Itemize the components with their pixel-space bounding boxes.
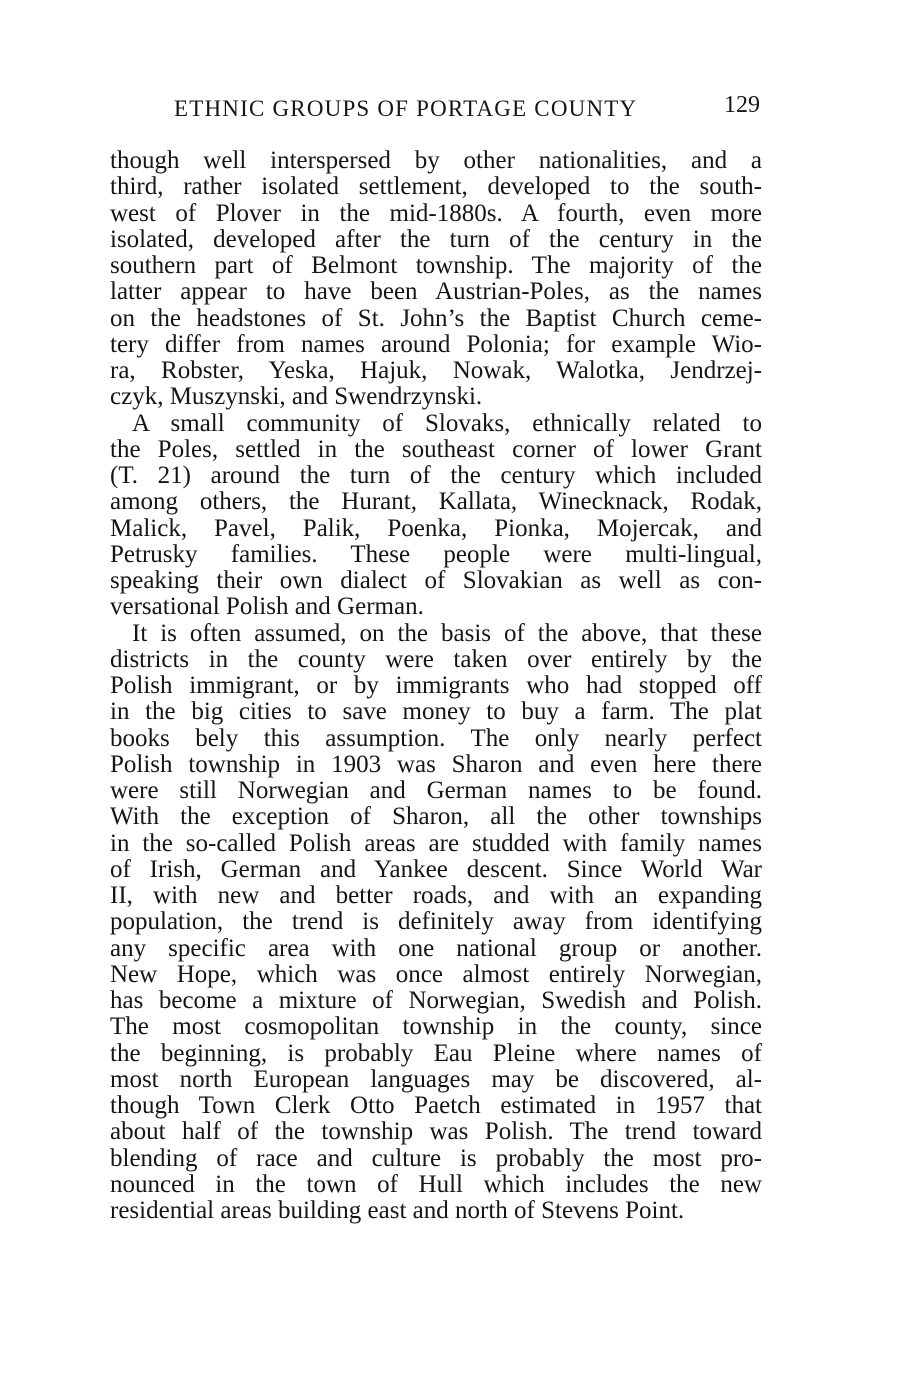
text-line: districts in the county were taken over entirely by the xyxy=(110,645,762,673)
text-line: about half of the township was Polish. The trend toward xyxy=(110,1118,762,1146)
text-line: II, with new and better roads, and with an expanding xyxy=(110,882,762,909)
text-line: Polish township in 1903 was Sharon and even here there xyxy=(110,750,762,778)
text-line: population, the trend is definitely away from identifying xyxy=(110,908,762,936)
text-line: A small community of Slovaks, ethnically related to xyxy=(132,409,762,437)
text-line: in the big cities to save money to buy a farm. The plat xyxy=(110,698,762,726)
page-number: 129 xyxy=(724,92,760,118)
text-line: tery differ from names around Polonia; for example Wio- xyxy=(110,330,762,358)
text-line: Petrusky families. These people were multi-lingual, xyxy=(110,540,762,568)
text-line: the beginning, is probably Eau Pleine where names of xyxy=(110,1039,762,1067)
text-line: the Poles, settled in the southeast corner of lower Grant xyxy=(110,435,762,463)
text-line: czyk, Muszynski, and Swendrzynski. xyxy=(110,383,483,411)
text-line: most north European languages may be discovered, al- xyxy=(110,1065,762,1093)
paragraph-2 xyxy=(110,411,762,621)
text-line: third, rather isolated settlement, developed to the south- xyxy=(110,173,762,201)
running-head xyxy=(110,92,760,126)
text-line: Malick, Pavel, Palik, Poenka, Pionka, Mojercak, and xyxy=(110,514,762,542)
running-title: ETHNIC GROUPS OF PORTAGE COUNTY xyxy=(174,96,638,121)
text-line: of Irish, German and Yankee descent. Since World War xyxy=(110,855,762,883)
text-line: though Town Clerk Otto Paetch estimated in 1957 that xyxy=(110,1092,762,1119)
text-line: among others, the Hurant, Kallata, Winecknack, Rodak, xyxy=(110,488,762,516)
text-line: ra, Robster, Yeska, Hajuk, Nowak, Walotka, Jendrzej- xyxy=(110,357,762,384)
text-line: were still Norwegian and German names to be found. xyxy=(110,777,762,804)
paragraph-3 xyxy=(110,621,762,1225)
text-line: southern part of Belmont township. The majority of the xyxy=(110,252,762,279)
text-line: (T. 21) around the turn of the century which included xyxy=(110,462,762,489)
text-line: isolated, developed after the turn of the century in the xyxy=(110,225,762,253)
text-line: blending of race and culture is probably the most pro- xyxy=(110,1144,762,1172)
text-line: residential areas building east and north of Stevens Point. xyxy=(110,1197,685,1224)
text-line: on the headstones of St. John’s the Baptist Church ceme- xyxy=(110,304,762,332)
text-line: It is often assumed, on the basis of the above, that these xyxy=(132,619,762,647)
text-line: though well interspersed by other nationalities, and a xyxy=(110,147,762,174)
text-line: west of Plover in the mid-1880s. A fourth, even more xyxy=(110,199,762,227)
text-line: nounced in the town of Hull which includes the new xyxy=(110,1170,762,1198)
text-line: New Hope, which was once almost entirely Norwegian, xyxy=(110,960,762,988)
text-line: in the so-called Polish areas are studded with family names xyxy=(110,829,762,857)
text-line: books bely this assumption. The only nearly perfect xyxy=(110,724,762,752)
text-line: any specific area with one national group or another. xyxy=(110,934,762,962)
text-line: speaking their own dialect of Slovakian as well as con- xyxy=(110,567,762,594)
text-line: latter appear to have been Austrian-Poles, as the names xyxy=(110,278,762,306)
text-line: versational Polish and German. xyxy=(110,593,424,621)
body-text xyxy=(110,148,762,1224)
text-line: The most cosmopolitan township in the county, since xyxy=(110,1013,762,1041)
text-line: Polish immigrant, or by immigrants who had stopped off xyxy=(110,672,762,699)
text-line: With the exception of Sharon, all the other townships xyxy=(110,803,762,831)
paragraph-1 xyxy=(110,148,762,411)
text-line: has become a mixture of Norwegian, Swedish and Polish. xyxy=(110,987,762,1014)
